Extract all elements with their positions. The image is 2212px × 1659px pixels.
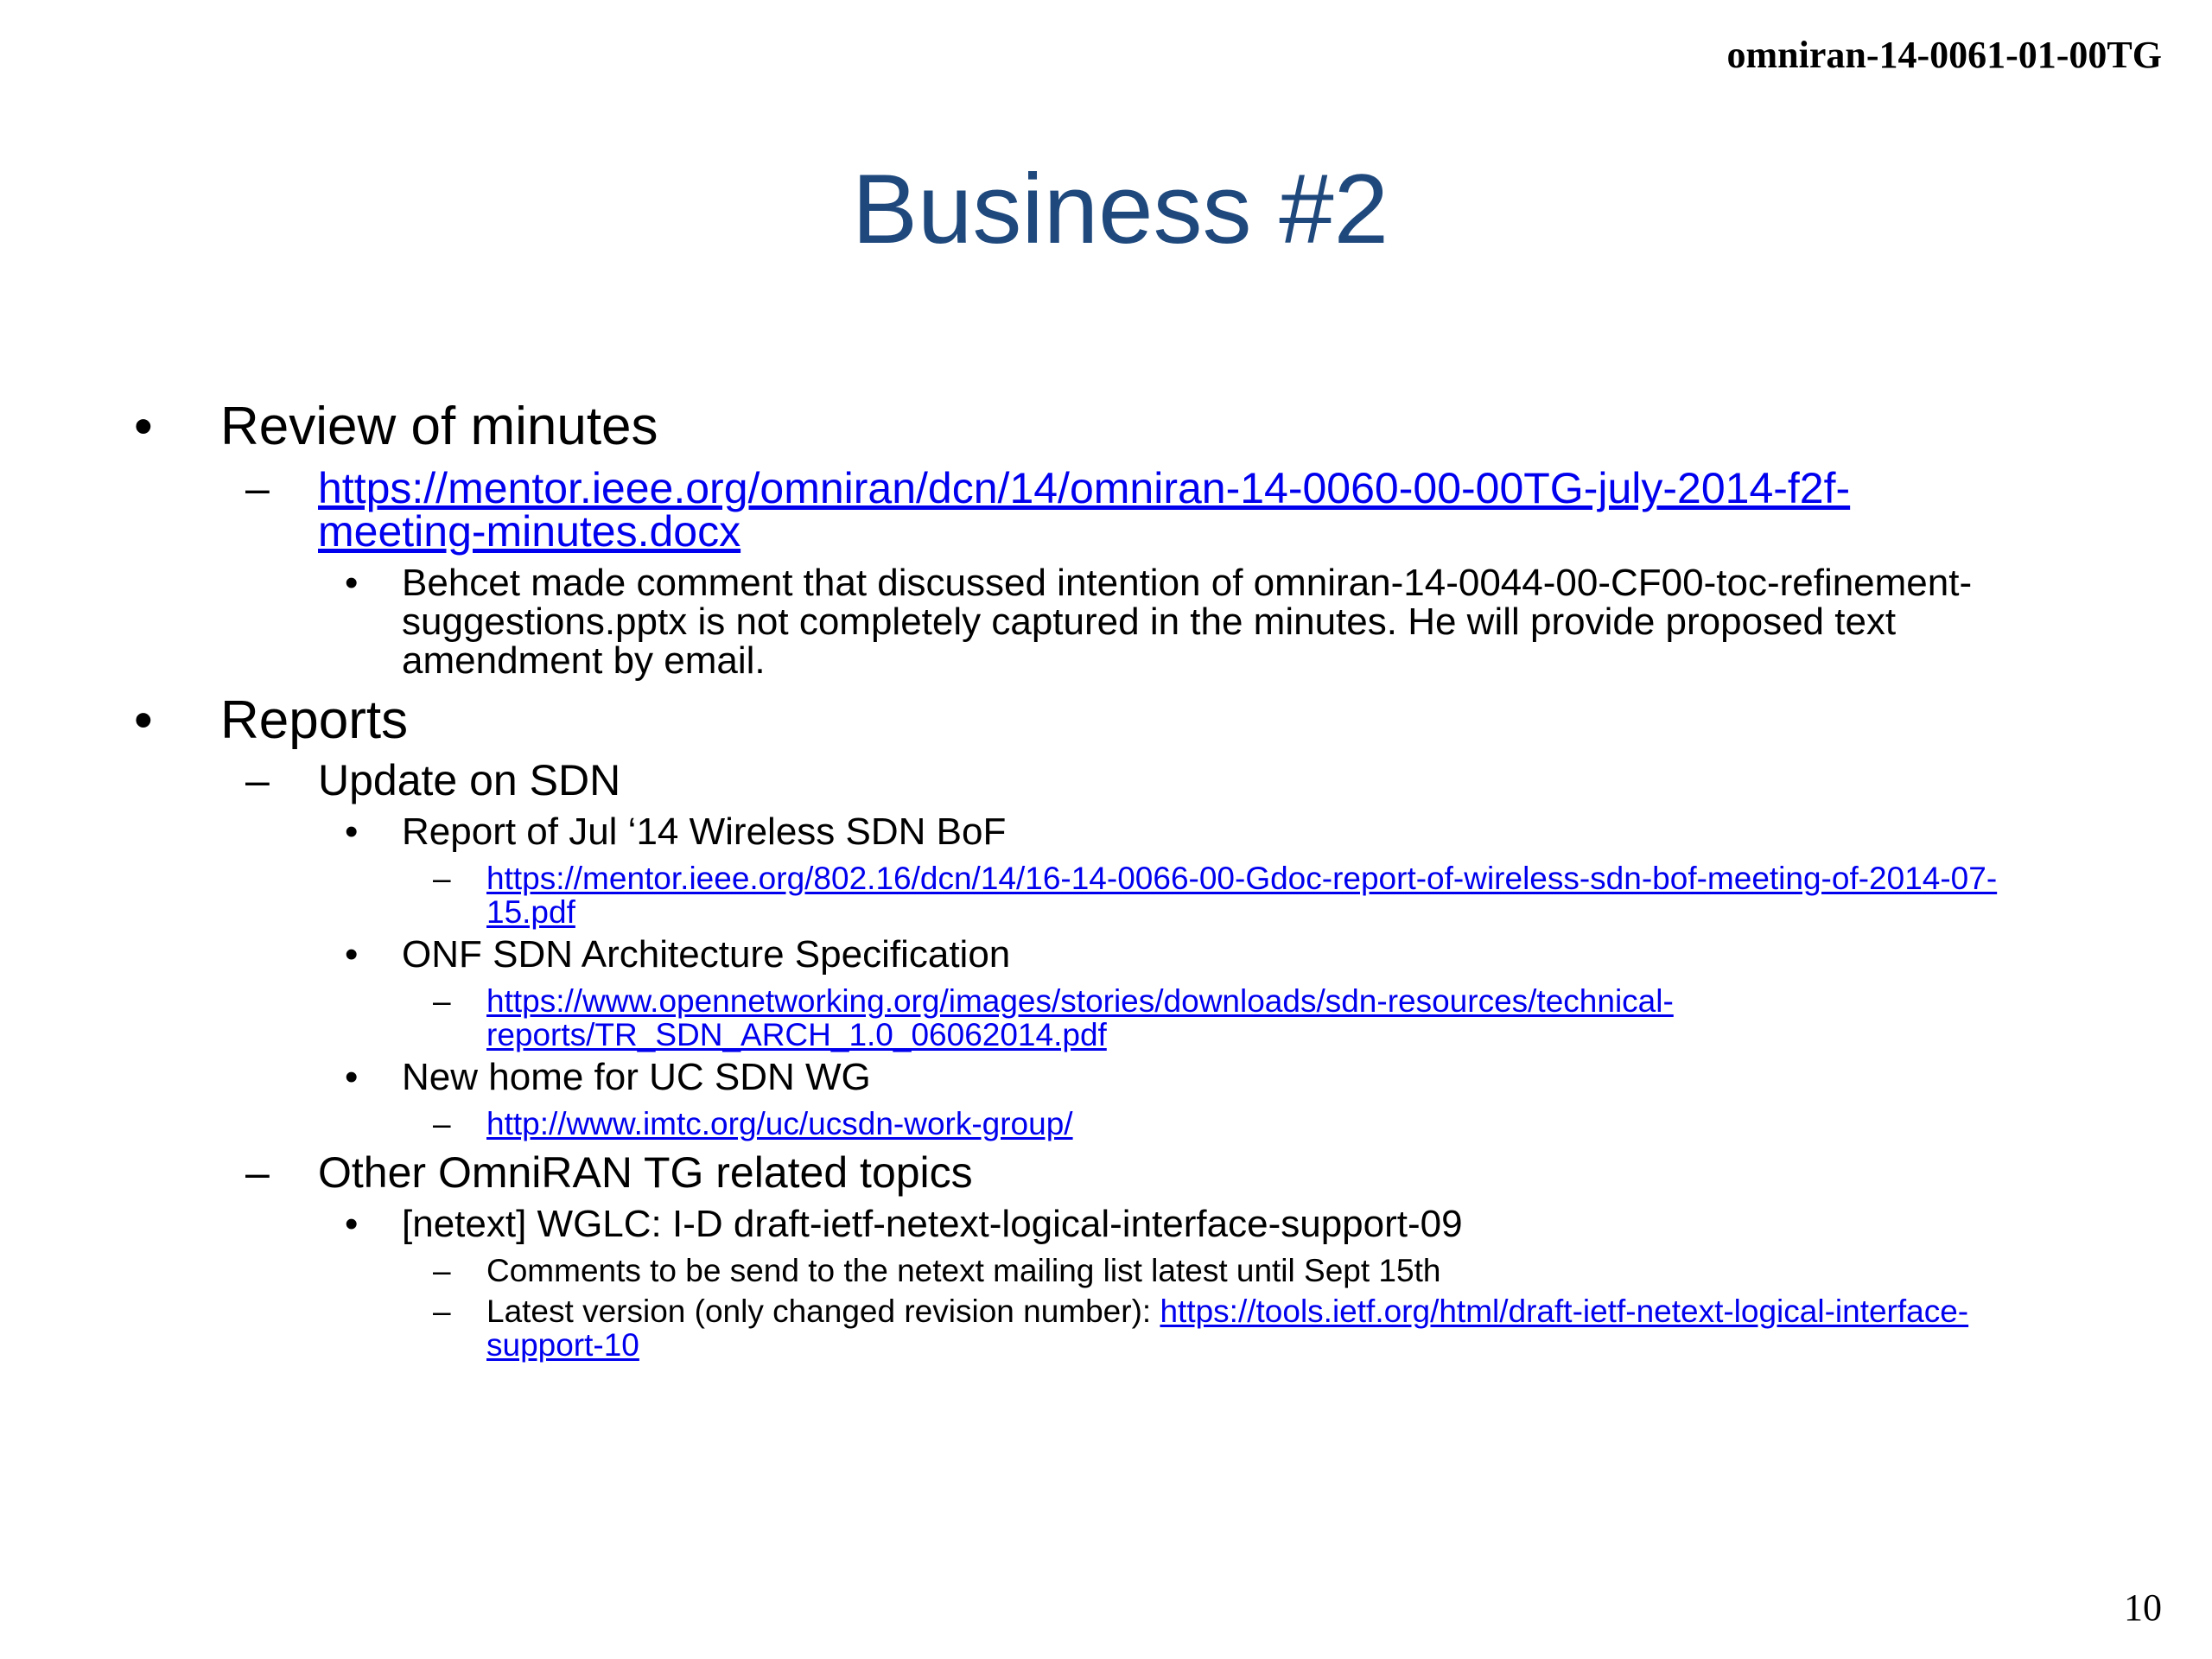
slide-title: Business #2 [851, 155, 1389, 264]
netext-item [345, 1203, 1463, 1245]
other-topics-label: Other OmniRAN TG related topics [318, 1148, 973, 1197]
bullet-dot: • [345, 933, 359, 976]
netext-comments-text: Comments to be send to the netext mailing list latest until Sept 15th [486, 1253, 1441, 1288]
bullet-review-of-minutes [134, 397, 658, 456]
bullet-dot: • [134, 690, 153, 750]
bullet-dash: – [245, 1148, 270, 1197]
bof-report-link-item [433, 861, 1998, 930]
netext-latest-link-line-1[interactable]: https://tools.ietf.org/html/draft-ietf-netext-logical-interface- [1160, 1294, 1969, 1329]
comment-line-2: suggestions.pptx is not completely captured in the minutes. He will provide proposed text [402, 601, 1897, 643]
document-id: omniran-14-0061-01-00TG [1726, 34, 2162, 76]
netext-label: [netext] WGLC: I-D draft-ietf-netext-logical-interface-support-09 [402, 1203, 1463, 1245]
update-on-sdn-label: Update on SDN [318, 756, 621, 804]
uc-sdn-item [345, 1056, 871, 1098]
onf-spec-link-line-1[interactable]: https://www.opennetworking.org/images/stories/downloads/sdn-resources/technical- [486, 983, 1674, 1019]
netext-latest-line-1 [486, 1294, 1968, 1328]
bullet-dot: • [345, 562, 359, 604]
comment-line-1: Behcet made comment that discussed intention of omniran-14-0044-00-CF00-toc-refinement- [402, 562, 1973, 604]
uc-sdn-label: New home for UC SDN WG [402, 1056, 871, 1098]
onf-spec-label: ONF SDN Architecture Specification [402, 933, 1011, 976]
bullet-dot: • [345, 1056, 359, 1098]
bullet-dash: – [245, 756, 270, 804]
bullet-dash: – [433, 1106, 451, 1141]
onf-spec-item [345, 933, 1011, 976]
onf-spec-link-item [433, 983, 1674, 1052]
minutes-comment-item [345, 562, 1973, 682]
minutes-link-line-1[interactable]: https://mentor.ieee.org/omniran/dcn/14/omniran-14-0060-00-00TG-july-2014-f2f- [318, 464, 1851, 512]
review-of-minutes-label: Review of minutes [220, 397, 658, 456]
uc-sdn-link-item [433, 1106, 1073, 1141]
uc-sdn-link[interactable]: http://www.imtc.org/uc/ucsdn-work-group/ [486, 1106, 1073, 1141]
bullet-dot: • [345, 810, 359, 853]
netext-comments-item [433, 1253, 1441, 1288]
bullet-dot: • [345, 1203, 359, 1245]
netext-latest-item [433, 1294, 1969, 1363]
bullet-dash: – [433, 1294, 451, 1329]
bullet-dash: – [433, 983, 451, 1019]
bullet-dash: – [433, 1253, 451, 1288]
bof-report-label: Report of Jul ‘14 Wireless SDN BoF [402, 810, 1007, 853]
page-number: 10 [2124, 1586, 2162, 1629]
other-topics-item [245, 1148, 973, 1197]
netext-latest-prefix: Latest version (only changed revision number): [486, 1294, 1160, 1329]
onf-spec-link-line-2[interactable]: reports/TR_SDN_ARCH_1.0_06062014.pdf [486, 1017, 1107, 1052]
bullet-dot: • [134, 397, 153, 456]
minutes-link-item [245, 464, 1851, 556]
minutes-link-line-2[interactable]: meeting-minutes.docx [318, 507, 741, 556]
bof-report-link-line-1[interactable]: https://mentor.ieee.org/802.16/dcn/14/16-14-0066-00-Gdoc-report-of-wireless-sdn-bof-meeting-of-2014-07- [486, 861, 1998, 896]
bullet-dash: – [245, 464, 270, 512]
bullet-reports [134, 690, 409, 750]
bof-report-link-line-2[interactable]: 15.pdf [486, 894, 575, 930]
update-on-sdn-item [245, 756, 621, 804]
bullet-dash: – [433, 861, 451, 896]
reports-label: Reports [220, 690, 409, 750]
bof-report-item [345, 810, 1007, 853]
comment-line-3: amendment by email. [402, 639, 766, 682]
netext-latest-link-line-2[interactable]: support-10 [486, 1327, 639, 1363]
